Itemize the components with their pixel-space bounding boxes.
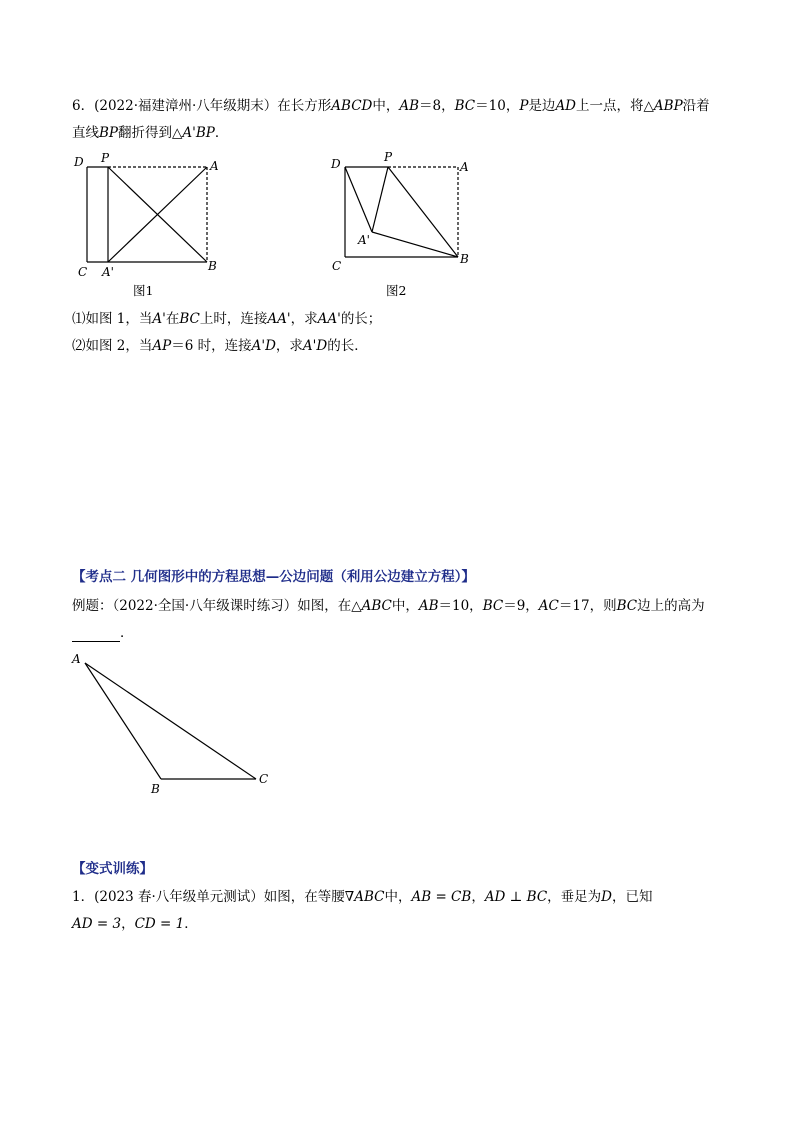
- text: AD ⊥ BC: [484, 889, 548, 905]
- text: BC: [454, 98, 476, 114]
- text: BP: [99, 125, 119, 141]
- text: 是边: [528, 98, 556, 114]
- text: ＝10，: [475, 98, 520, 114]
- text: A'D: [302, 338, 328, 354]
- text: AC: [538, 598, 559, 614]
- text: A'BP: [182, 125, 215, 141]
- tri-edge-ac: [85, 663, 256, 779]
- text: AB = CB: [411, 889, 472, 905]
- text: ABP: [653, 98, 683, 114]
- fig1-label-b: B: [208, 259, 217, 273]
- text: D: [601, 889, 612, 905]
- fig1-label-d: D: [74, 155, 84, 169]
- text: BC: [616, 598, 638, 614]
- text: AP: [152, 338, 172, 354]
- text: ∇ABC: [344, 889, 385, 905]
- text: AB: [418, 598, 439, 614]
- text: 例题：（2022·全国·八年级课时练习）如图，在△: [72, 598, 362, 614]
- text: ，求: [290, 311, 318, 327]
- text: 的长．: [327, 338, 368, 354]
- text: ，: [121, 916, 135, 932]
- text: ．: [214, 125, 229, 141]
- practice-1-line-2: [72, 915, 198, 933]
- text: ABC: [361, 598, 392, 614]
- fig2-label-a: A: [460, 160, 469, 174]
- text: BC: [179, 311, 200, 327]
- text: 在: [165, 311, 180, 327]
- fig2-caption: 图2: [386, 283, 407, 298]
- fig1-label-a-prime: A': [102, 265, 114, 279]
- text: ⑵如图 2，当: [72, 338, 153, 354]
- tri-label-b: B: [151, 782, 160, 796]
- text: AB: [399, 98, 420, 114]
- text: 直线: [72, 125, 99, 141]
- text: ＝9，: [503, 598, 539, 614]
- text: ．: [120, 625, 134, 641]
- text: 6．(2022·福建漳州·八年级期末）在长方形: [72, 98, 332, 114]
- text: 中，: [372, 98, 400, 114]
- text: 上一点，将△: [576, 98, 654, 114]
- fig2-label-d: D: [331, 157, 341, 171]
- text: ，求: [275, 338, 303, 354]
- tri-label-c: C: [259, 772, 269, 786]
- text: A': [152, 311, 166, 327]
- text: ＝8，: [419, 98, 455, 114]
- section-3-heading: 【变式训练】: [72, 861, 153, 877]
- text: 上时，连接: [199, 311, 268, 327]
- text: AD = 3: [72, 916, 122, 932]
- text: AA': [317, 311, 341, 327]
- fig1-label-c: C: [78, 265, 88, 279]
- fig2-label-p: P: [384, 150, 393, 164]
- text: ，垂足为: [547, 889, 602, 905]
- fig1-label-p: P: [101, 151, 110, 165]
- text: ．: [184, 916, 198, 932]
- fig2-label-b: B: [460, 252, 469, 266]
- text: 的长；: [340, 311, 382, 327]
- text: ，: [471, 889, 485, 905]
- fig1-label-a: A: [210, 159, 219, 173]
- text: A'D: [251, 338, 276, 354]
- fig2-label-c: C: [332, 259, 342, 273]
- text: 翻折得到△: [118, 125, 183, 141]
- text: BC: [482, 598, 504, 614]
- tri-label-a: A: [72, 652, 81, 666]
- text: ，已知: [612, 889, 653, 905]
- tri-edge-ab: [85, 663, 161, 779]
- text: ABCD: [331, 98, 373, 114]
- fig1-caption: 图1: [133, 283, 154, 298]
- text: AA': [267, 311, 291, 327]
- text: 1．(2023 春·八年级单元测试）如图，在等腰: [72, 889, 345, 905]
- text: 中，: [384, 889, 412, 905]
- text: AD: [555, 98, 577, 114]
- text: P: [519, 98, 529, 114]
- section-2-heading: 【考点二 几何图形中的方程思想—公边问题（利用公边建立方程）】: [72, 569, 475, 585]
- text: ⑴如图 1，当: [72, 311, 153, 327]
- fig2-label-a-prime: A': [358, 233, 370, 247]
- text: 边上的高为: [637, 598, 705, 614]
- text: 沿着: [682, 98, 710, 114]
- text: 中，: [391, 598, 419, 614]
- text: ＝10，: [438, 598, 483, 614]
- text: ＝17，则: [558, 598, 617, 614]
- practice-1-line-1: [72, 888, 653, 906]
- text: CD = 1: [134, 916, 185, 932]
- text: ＝6 时，连接: [171, 338, 252, 354]
